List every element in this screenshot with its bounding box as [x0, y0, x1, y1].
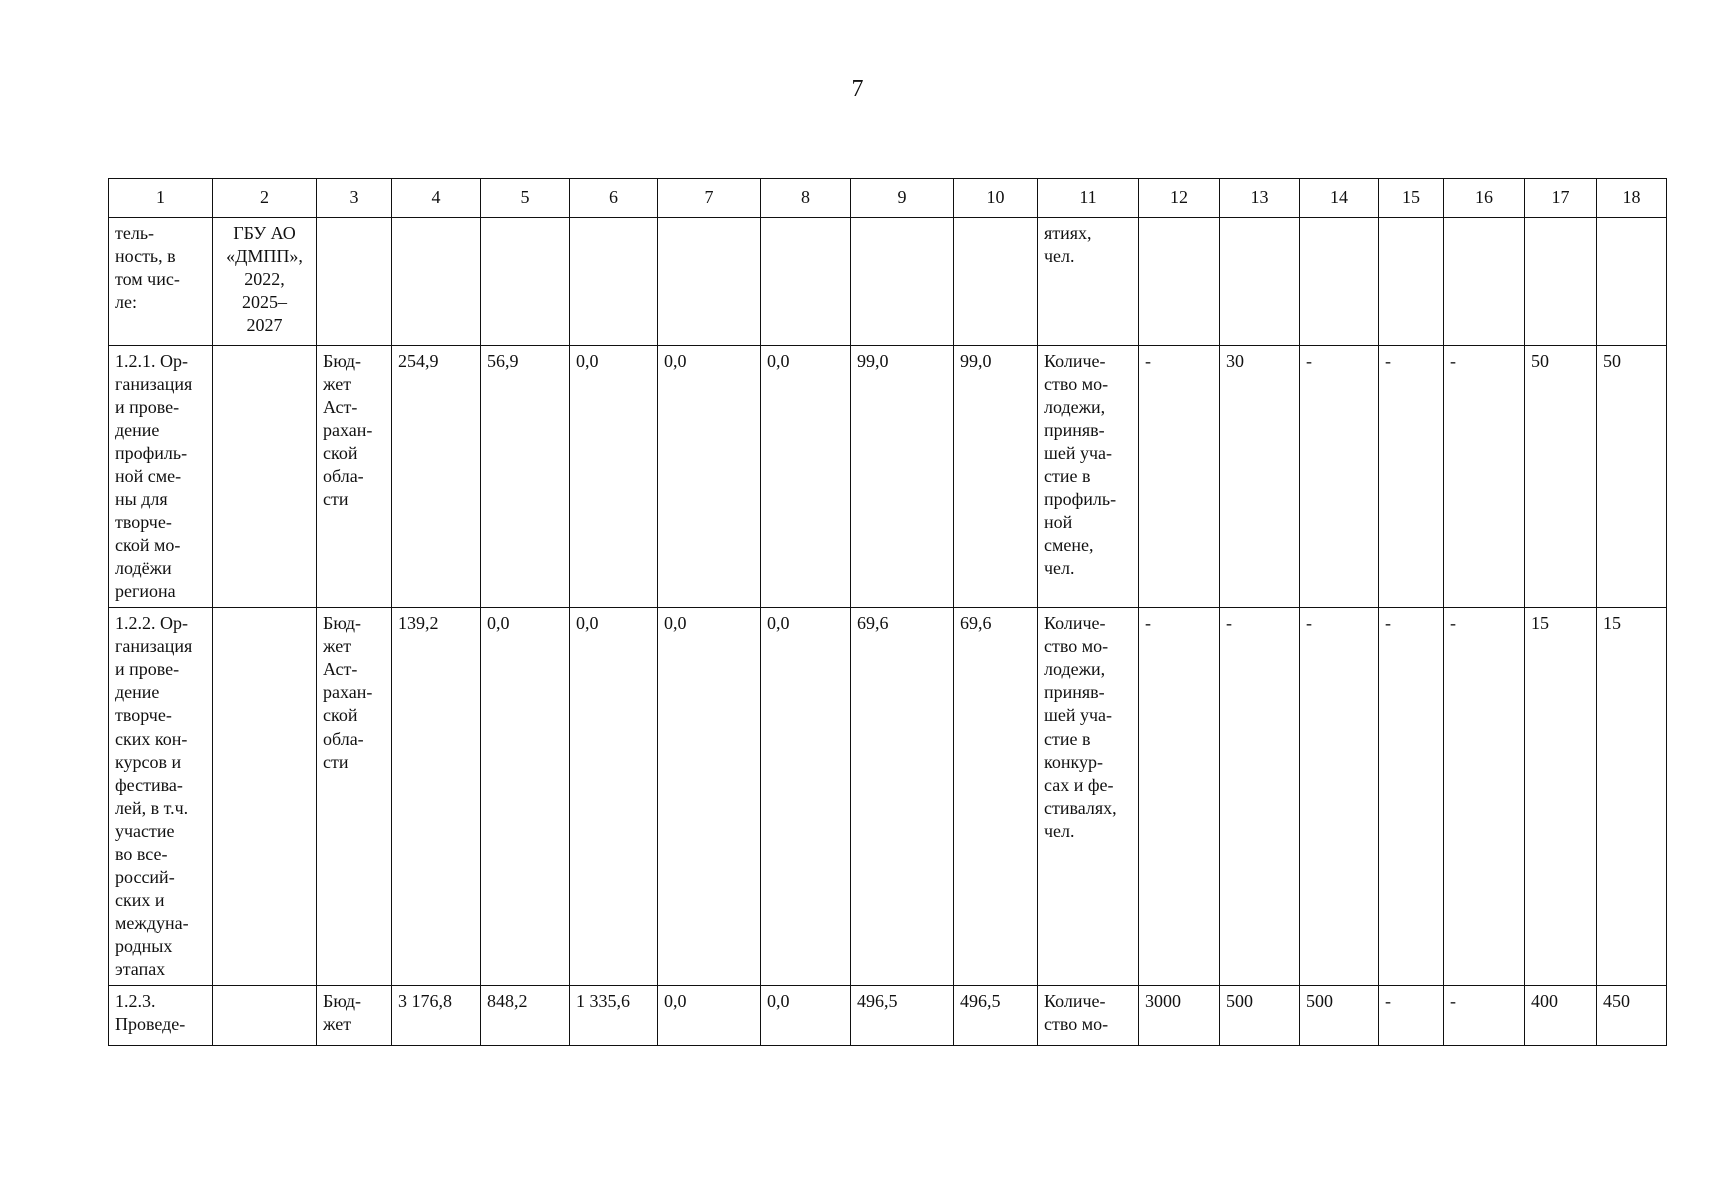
- cell-text: 0,0: [767, 613, 790, 634]
- table-cell-col-11: [1038, 218, 1139, 346]
- table-cell-col-7: [658, 346, 761, 608]
- column-number-7: 7: [658, 179, 761, 218]
- cell-text: 500: [1226, 990, 1253, 1011]
- table-cell-col-10: [954, 218, 1038, 346]
- cell-text: 50: [1603, 351, 1621, 371]
- column-number-13: 13: [1220, 179, 1300, 218]
- cell-text: 254,9: [398, 351, 439, 371]
- cell-text: 99,0: [960, 351, 992, 371]
- cell-text: 0,0: [576, 351, 599, 371]
- table-cell-col-16: [1444, 985, 1525, 1045]
- table-cell-col-11: [1038, 608, 1139, 986]
- cell-text: 1 335,6: [576, 990, 630, 1011]
- cell-text: Бюд- жет: [323, 990, 362, 1034]
- table-cell-col-9: [851, 218, 954, 346]
- column-number-3: 3: [317, 179, 392, 218]
- cell-text: 450: [1603, 990, 1630, 1011]
- table-cell-col-18: [1597, 985, 1667, 1045]
- table-cell-col-12: [1139, 346, 1220, 608]
- column-number-11: 11: [1038, 179, 1139, 218]
- cell-text: 0,0: [664, 990, 687, 1011]
- table-cell-col-3: [317, 218, 392, 346]
- table-cell-col-10: [954, 346, 1038, 608]
- table-cell-col-18: [1597, 218, 1667, 346]
- table-cell-col-8: [761, 218, 851, 346]
- table-cell-col-2: [213, 218, 317, 346]
- table-cell-col-11: [1038, 985, 1139, 1045]
- cell-text: -: [1385, 351, 1391, 371]
- table-cell-col-2: [213, 346, 317, 608]
- cell-text: 500: [1306, 990, 1333, 1011]
- table-cell-col-15: [1379, 346, 1444, 608]
- table-cell-col-5: [481, 218, 570, 346]
- table-cell-col-13: [1220, 346, 1300, 608]
- table-cell-col-16: [1444, 608, 1525, 986]
- cell-text: 1.2.3. Проведе-: [115, 990, 186, 1034]
- table-cell-col-1: [109, 608, 213, 986]
- cell-text: -: [1450, 351, 1456, 371]
- table-cell-col-18: [1597, 346, 1667, 608]
- cell-text: 50: [1531, 351, 1549, 371]
- cell-text: -: [1450, 990, 1456, 1011]
- cell-text: Количе- ство мо-: [1044, 990, 1109, 1034]
- column-number-18: 18: [1597, 179, 1667, 218]
- cell-text: -: [1145, 351, 1151, 371]
- table-cell-col-4: [392, 346, 481, 608]
- column-number-6: 6: [570, 179, 658, 218]
- table-cell-col-14: [1300, 218, 1379, 346]
- cell-text: 30: [1226, 351, 1244, 371]
- column-number-12: 12: [1139, 179, 1220, 218]
- table-cell-col-14: [1300, 608, 1379, 986]
- table-row-1-2-1: [109, 346, 1667, 608]
- table-cell-col-5: [481, 608, 570, 986]
- table-cell-col-4: [392, 985, 481, 1045]
- cell-text: 0,0: [664, 351, 687, 371]
- column-number-row: [109, 179, 1667, 218]
- table-cell-col-7: [658, 218, 761, 346]
- cell-text: 0,0: [767, 990, 790, 1011]
- table-cell-col-4: [392, 218, 481, 346]
- table-cell-col-16: [1444, 218, 1525, 346]
- table-cell-col-12: [1139, 985, 1220, 1045]
- cell-text: 56,9: [487, 351, 519, 371]
- cell-text: -: [1145, 613, 1151, 634]
- column-number-10: 10: [954, 179, 1038, 218]
- table-row-1-2-3: [109, 985, 1667, 1045]
- table-cell-col-17: [1525, 985, 1597, 1045]
- cell-text: 400: [1531, 990, 1558, 1011]
- table-cell-col-13: [1220, 608, 1300, 986]
- cell-text: -: [1306, 351, 1312, 371]
- cell-text: 15: [1603, 613, 1621, 634]
- cell-text: 496,5: [960, 990, 1001, 1011]
- table-cell-col-12: [1139, 608, 1220, 986]
- table-cell-col-15: [1379, 985, 1444, 1045]
- table-cell-col-1: [109, 346, 213, 608]
- cell-text: -: [1385, 990, 1391, 1011]
- table-cell-col-1: [109, 218, 213, 346]
- cell-text: 69,6: [960, 613, 992, 634]
- table-cell-col-6: [570, 218, 658, 346]
- column-number-15: 15: [1379, 179, 1444, 218]
- cell-text: 1.2.2. Ор- ганизация и прове- дение творче- ских кон- курсов и фестива- лей, в т.ч. участие во все- россий- ских и междуна- родных этапах: [115, 613, 193, 979]
- cell-text: 99,0: [857, 351, 889, 371]
- cell-text: -: [1385, 613, 1391, 634]
- table-cell-col-14: [1300, 346, 1379, 608]
- table-cell-col-17: [1525, 608, 1597, 986]
- table-cell-col-7: [658, 985, 761, 1045]
- table-cell-col-5: [481, 346, 570, 608]
- table-cell-col-18: [1597, 608, 1667, 986]
- table-row-1-2-2: [109, 608, 1667, 986]
- cell-text: тель- ность, в том чис- ле:: [115, 223, 180, 313]
- cell-text: Количе- ство мо- лодежи, приняв- шей уча- стие в конкур- сах и фе- стивалях, чел.: [1044, 613, 1117, 841]
- cell-text: 0,0: [576, 613, 599, 634]
- cell-text: 496,5: [857, 990, 898, 1011]
- cell-text: 0,0: [664, 613, 687, 634]
- table-cell-col-1: [109, 985, 213, 1045]
- cell-text: ятиях, чел.: [1044, 223, 1092, 267]
- cell-text: 848,2: [487, 990, 528, 1011]
- table-cell-col-17: [1525, 346, 1597, 608]
- table-cell-col-12: [1139, 218, 1220, 346]
- cell-text: 69,6: [857, 613, 889, 634]
- column-number-4: 4: [392, 179, 481, 218]
- table-cell-col-5: [481, 985, 570, 1045]
- column-number-17: 17: [1525, 179, 1597, 218]
- table-cell-col-3: [317, 608, 392, 986]
- cell-text: Бюд- жет Аст- рахан- ской обла- сти: [323, 351, 373, 510]
- table-cell-col-4: [392, 608, 481, 986]
- table-cell-col-16: [1444, 346, 1525, 608]
- table-cell-col-15: [1379, 218, 1444, 346]
- table-cell-col-8: [761, 608, 851, 986]
- cell-text: -: [1226, 613, 1232, 634]
- cell-text: 3 176,8: [398, 990, 452, 1011]
- table-cell-col-9: [851, 608, 954, 986]
- table-cell-col-10: [954, 985, 1038, 1045]
- cell-text: Бюд- жет Аст- рахан- ской обла- сти: [323, 613, 373, 772]
- column-number-1: 1: [109, 179, 213, 218]
- column-number-2: 2: [213, 179, 317, 218]
- cell-text: 15: [1531, 613, 1549, 634]
- table-cell-col-11: [1038, 346, 1139, 608]
- table-cell-col-8: [761, 985, 851, 1045]
- table-cell-col-14: [1300, 985, 1379, 1045]
- cell-text: 139,2: [398, 613, 439, 634]
- cell-text: 1.2.1. Ор- ганизация и прове- дение профиль- ной сме- ны для творче- ской мо- лодёжи региона: [115, 351, 193, 602]
- table-cell-col-17: [1525, 218, 1597, 346]
- column-number-5: 5: [481, 179, 570, 218]
- table-cell-col-10: [954, 608, 1038, 986]
- cell-text: 0,0: [767, 351, 790, 371]
- column-number-9: 9: [851, 179, 954, 218]
- table-cell-col-15: [1379, 608, 1444, 986]
- page-number: 7: [851, 76, 864, 102]
- table-cell-col-6: [570, 346, 658, 608]
- table-cell-col-6: [570, 985, 658, 1045]
- cell-text: 0,0: [487, 613, 510, 634]
- table-cell-col-2: [213, 985, 317, 1045]
- cell-text: -: [1450, 613, 1456, 634]
- table-cell-col-9: [851, 985, 954, 1045]
- cell-text: ГБУ АО «ДМПП», 2022, 2025– 2027: [226, 223, 303, 336]
- table-cell-col-2: [213, 608, 317, 986]
- table-row-continuation: [109, 218, 1667, 346]
- column-number-14: 14: [1300, 179, 1379, 218]
- cell-text: -: [1306, 613, 1312, 634]
- table-cell-col-9: [851, 346, 954, 608]
- table-cell-col-13: [1220, 985, 1300, 1045]
- column-number-8: 8: [761, 179, 851, 218]
- table-cell-col-8: [761, 346, 851, 608]
- table-cell-col-3: [317, 985, 392, 1045]
- table-cell-col-7: [658, 608, 761, 986]
- program-table: [108, 178, 1667, 1046]
- column-number-16: 16: [1444, 179, 1525, 218]
- table-cell-col-13: [1220, 218, 1300, 346]
- table-cell-col-6: [570, 608, 658, 986]
- cell-text: 3000: [1145, 990, 1181, 1011]
- cell-text: Количе- ство мо- лодежи, приняв- шей уча- стие в профиль- ной смене, чел.: [1044, 351, 1117, 579]
- table-cell-col-3: [317, 346, 392, 608]
